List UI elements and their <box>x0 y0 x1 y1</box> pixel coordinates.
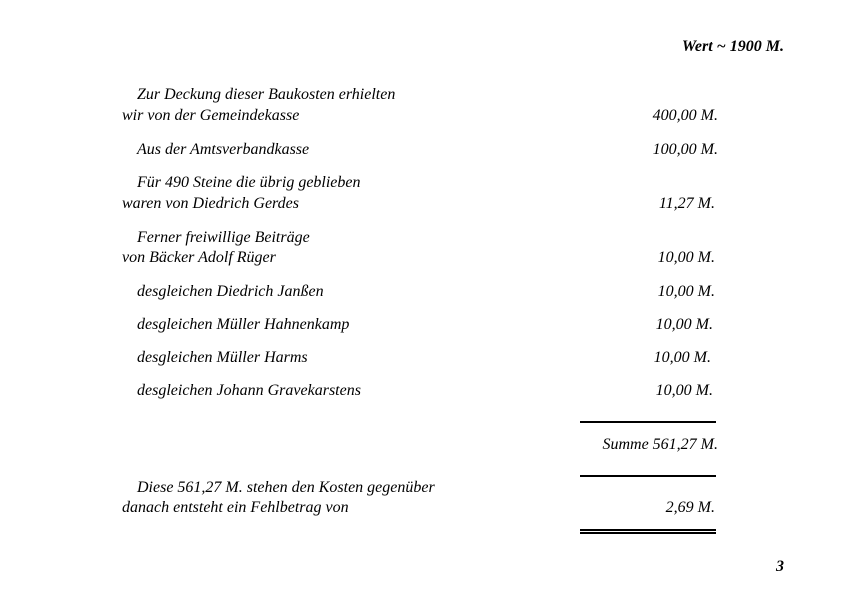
entry-6-amount: 10,00 M. <box>655 316 713 333</box>
sum-label: Summe 561,27 M. <box>602 436 718 453</box>
deficit-amount: 2,69 M. <box>665 499 715 516</box>
entry-5-amount: 10,00 M. <box>657 283 715 300</box>
entry-8-amount: 10,00 M. <box>655 382 713 399</box>
entry-7-line1: desgleichen Müller Harms <box>137 349 308 366</box>
deficit-double-rule <box>580 529 716 534</box>
entry-3-line1: Für 490 Steine die übrig geblieben <box>137 174 361 191</box>
entry-3-amount: 11,27 M. <box>658 195 715 212</box>
entry-5-line1: desgleichen Diedrich Janßen <box>137 283 324 300</box>
entry-4-line2: von Bäcker Adolf Rüger <box>122 249 276 266</box>
entry-2-line1: Aus der Amtsverbandkasse <box>137 141 310 158</box>
header-value: Wert ~ 1900 M. <box>681 38 784 55</box>
sum-rule <box>580 421 716 423</box>
entry-1-line1: Zur Deckung dieser Baukosten erhielten <box>137 86 396 103</box>
page-number: 3 <box>776 558 784 575</box>
entry-6-line1: desgleichen Müller Hahnenkamp <box>137 316 350 333</box>
entry-7-amount: 10,00 M. <box>653 349 711 366</box>
entry-4-line1: Ferner freiwillige Beiträge <box>137 229 310 246</box>
entry-3-line2: waren von Diedrich Gerdes <box>122 195 299 212</box>
entry-1-line2: wir von der Gemeindekasse <box>122 107 300 124</box>
entry-4-amount: 10,00 M. <box>657 249 715 266</box>
deficit-line2: danach entsteht ein Fehlbetrag von <box>122 499 349 516</box>
entry-8-line1: desgleichen Johann Gravekarstens <box>137 382 361 399</box>
entry-1-amount: 400,00 M. <box>652 107 718 124</box>
entry-2-amount: 100,00 M. <box>652 141 718 158</box>
sum-bottom-rule <box>580 475 716 477</box>
deficit-line1: Diese 561,27 M. stehen den Kosten gegenüber <box>137 479 435 496</box>
